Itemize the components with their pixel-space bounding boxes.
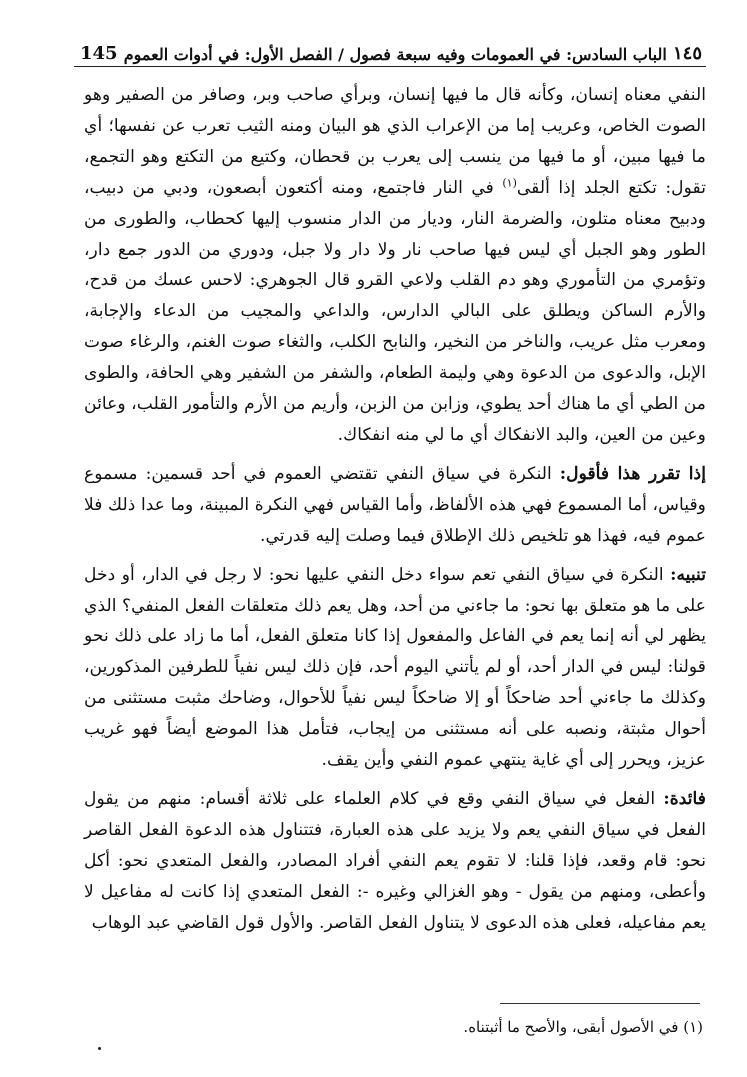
running-title: الباب السادس: في العمومات وفيه سبعة فصول / الفصل الأول: في أدوات العموم [123, 45, 667, 64]
footnote-marker: (١) [683, 1018, 703, 1036]
page-number-latin: 145 [80, 43, 118, 64]
paragraph-3 [84, 560, 706, 776]
page-mark [98, 1047, 101, 1050]
page-body [84, 80, 706, 938]
footnote-reference[interactable]: (١) [502, 175, 517, 189]
paragraph-4-text: الفعل في سياق النفي وقع في كلام العلماء على ثلاثة أقسام: منهم من يقول الفعل في سياق النفي يعم ولا يزيد على هذه العبارة، فتتناول هذه الدعوة الفعل القاصر نحو: قام وقعد، فإذا قلنا: لا تقوم يعم النفي أفراد المصادر، والفعل المتعدي نحو: أكل وأعطى، ومنهم من يقول - وهو الغزالي وغيره -: الفعل المتعدي إذا كانت له مفاعيل لا يعم مفاعيله، فعلى هذه الدعوى لا يتناول الفعل القاصر. والأول قول القاضي عبد الوهاب [84, 788, 706, 933]
footnote [83, 1018, 703, 1036]
paragraph-1 [84, 80, 706, 451]
footnote-text: في الأصول أبقى، والأصح ما أثبتناه. [463, 1018, 679, 1036]
paragraph-3-text: النكرة في سياق النفي تعم سواء دخل النفي عليها نحو: لا رجل في الدار، أو دخل على ما هو متعلق بها نحو: ما جاءني من أحد، وهل يعم ذلك متعلقات الفعل المنفي؟ الذي يظهر لي أنه إنما يعم في الفاعل والمفعول إذا كانا متعلق الفعل، أما ما زاد على ذلك نحو قولنا: ليس في الدار أحد، أو لم يأتني اليوم أحد، فإن ذلك ليس نفياً للطرفين المذكورين، وكذلك ما جاءني أحد ضاحكاً أو إلا ضاحكاً ليس نفياً للأحوال، وضاحك مثبت مستثنى من أحوال مثبتة، ونصبه على أنه مستثنى من إيجاب، فتأمل هذا الموضع أيضاً فهو غريب عزيز، ويحرر إلى أي غاية ينتهي عموم النفي وأين يقف. [84, 564, 706, 771]
paragraph-1-text: النفي معناه إنسان، وكأنه قال ما فيها إنسان، وبرأي صاحب وبر، وصافر من الصفير وهو الصوت الخاص، وعريب إما من الإعراب الذي هو البيان ومنه الثيب تعرب عن نفسها؛ أي ما فيها مبين، أو ما فيها من ينسب إلى يعرب بن قحطان، وكتيع من التكتع وهو التجمع، تقول: تكتع الجلد إذا ألقى [84, 85, 706, 198]
footnote-rule [500, 1003, 700, 1004]
header-rule [74, 66, 706, 67]
page-header [80, 30, 702, 64]
paragraph-3-lead: تنبيه: [670, 564, 706, 585]
paragraph-1-continuation: في النار فاجتمع، ومنه أكتعون أبصعون، ودبي من دبيب، ودبيح معناه متلون، والضرمة النار، وديار من الدار منسوب إليها كحطاب، والطورى من الطور وهو الجبل أي ليس فيها صاحب نار ولا دار ولا جبل، ودوري من الدور جمع دار، وتؤمري من التأموري وهو دم القلب ولاعي القرو قال الجوهري: لاحس عسك من قدح، والأرم الساكن ويطلق على البالي الدارس، والداعي والمجيب من الدعاء والإجابة، ومعرب مثل عريب، والناخر من النخير، والنابح الكلب، والثغاء صوت الغنم، والرغاء صوت الإبل، والدعوى من الدعوة وهي وليمة الطعام، والشفر من الشفير وهي الحافة، والطوى من الطي أي ما هناك أحد يطوي، وزابن من الزبن، وأريم من الأرم والتأمور القلب، وعائن وعين من العين، والبد الانفكاك أي ما لي منه انفكاك. [84, 177, 706, 445]
paragraph-4 [84, 784, 706, 939]
paragraph-2 [84, 459, 706, 552]
paragraph-4-lead: فائدة: [663, 788, 706, 809]
paragraph-2-lead: إذا تقرر هذا فأقول: [559, 463, 706, 484]
page-number-arabic: ١٤٥ [672, 43, 702, 64]
paragraph-2-text: النكرة في سياق النفي تقتضي العموم في أحد قسمين: مسموع وقياس، أما المسموع فهي هذه الألفاظ، وأما القياس فهي النكرة المبينة، وما عدا ذلك فلا عموم فيه، فهذا هو تلخيص ذلك الإطلاق فيما وصلت إليه قدرتي. [84, 463, 706, 546]
